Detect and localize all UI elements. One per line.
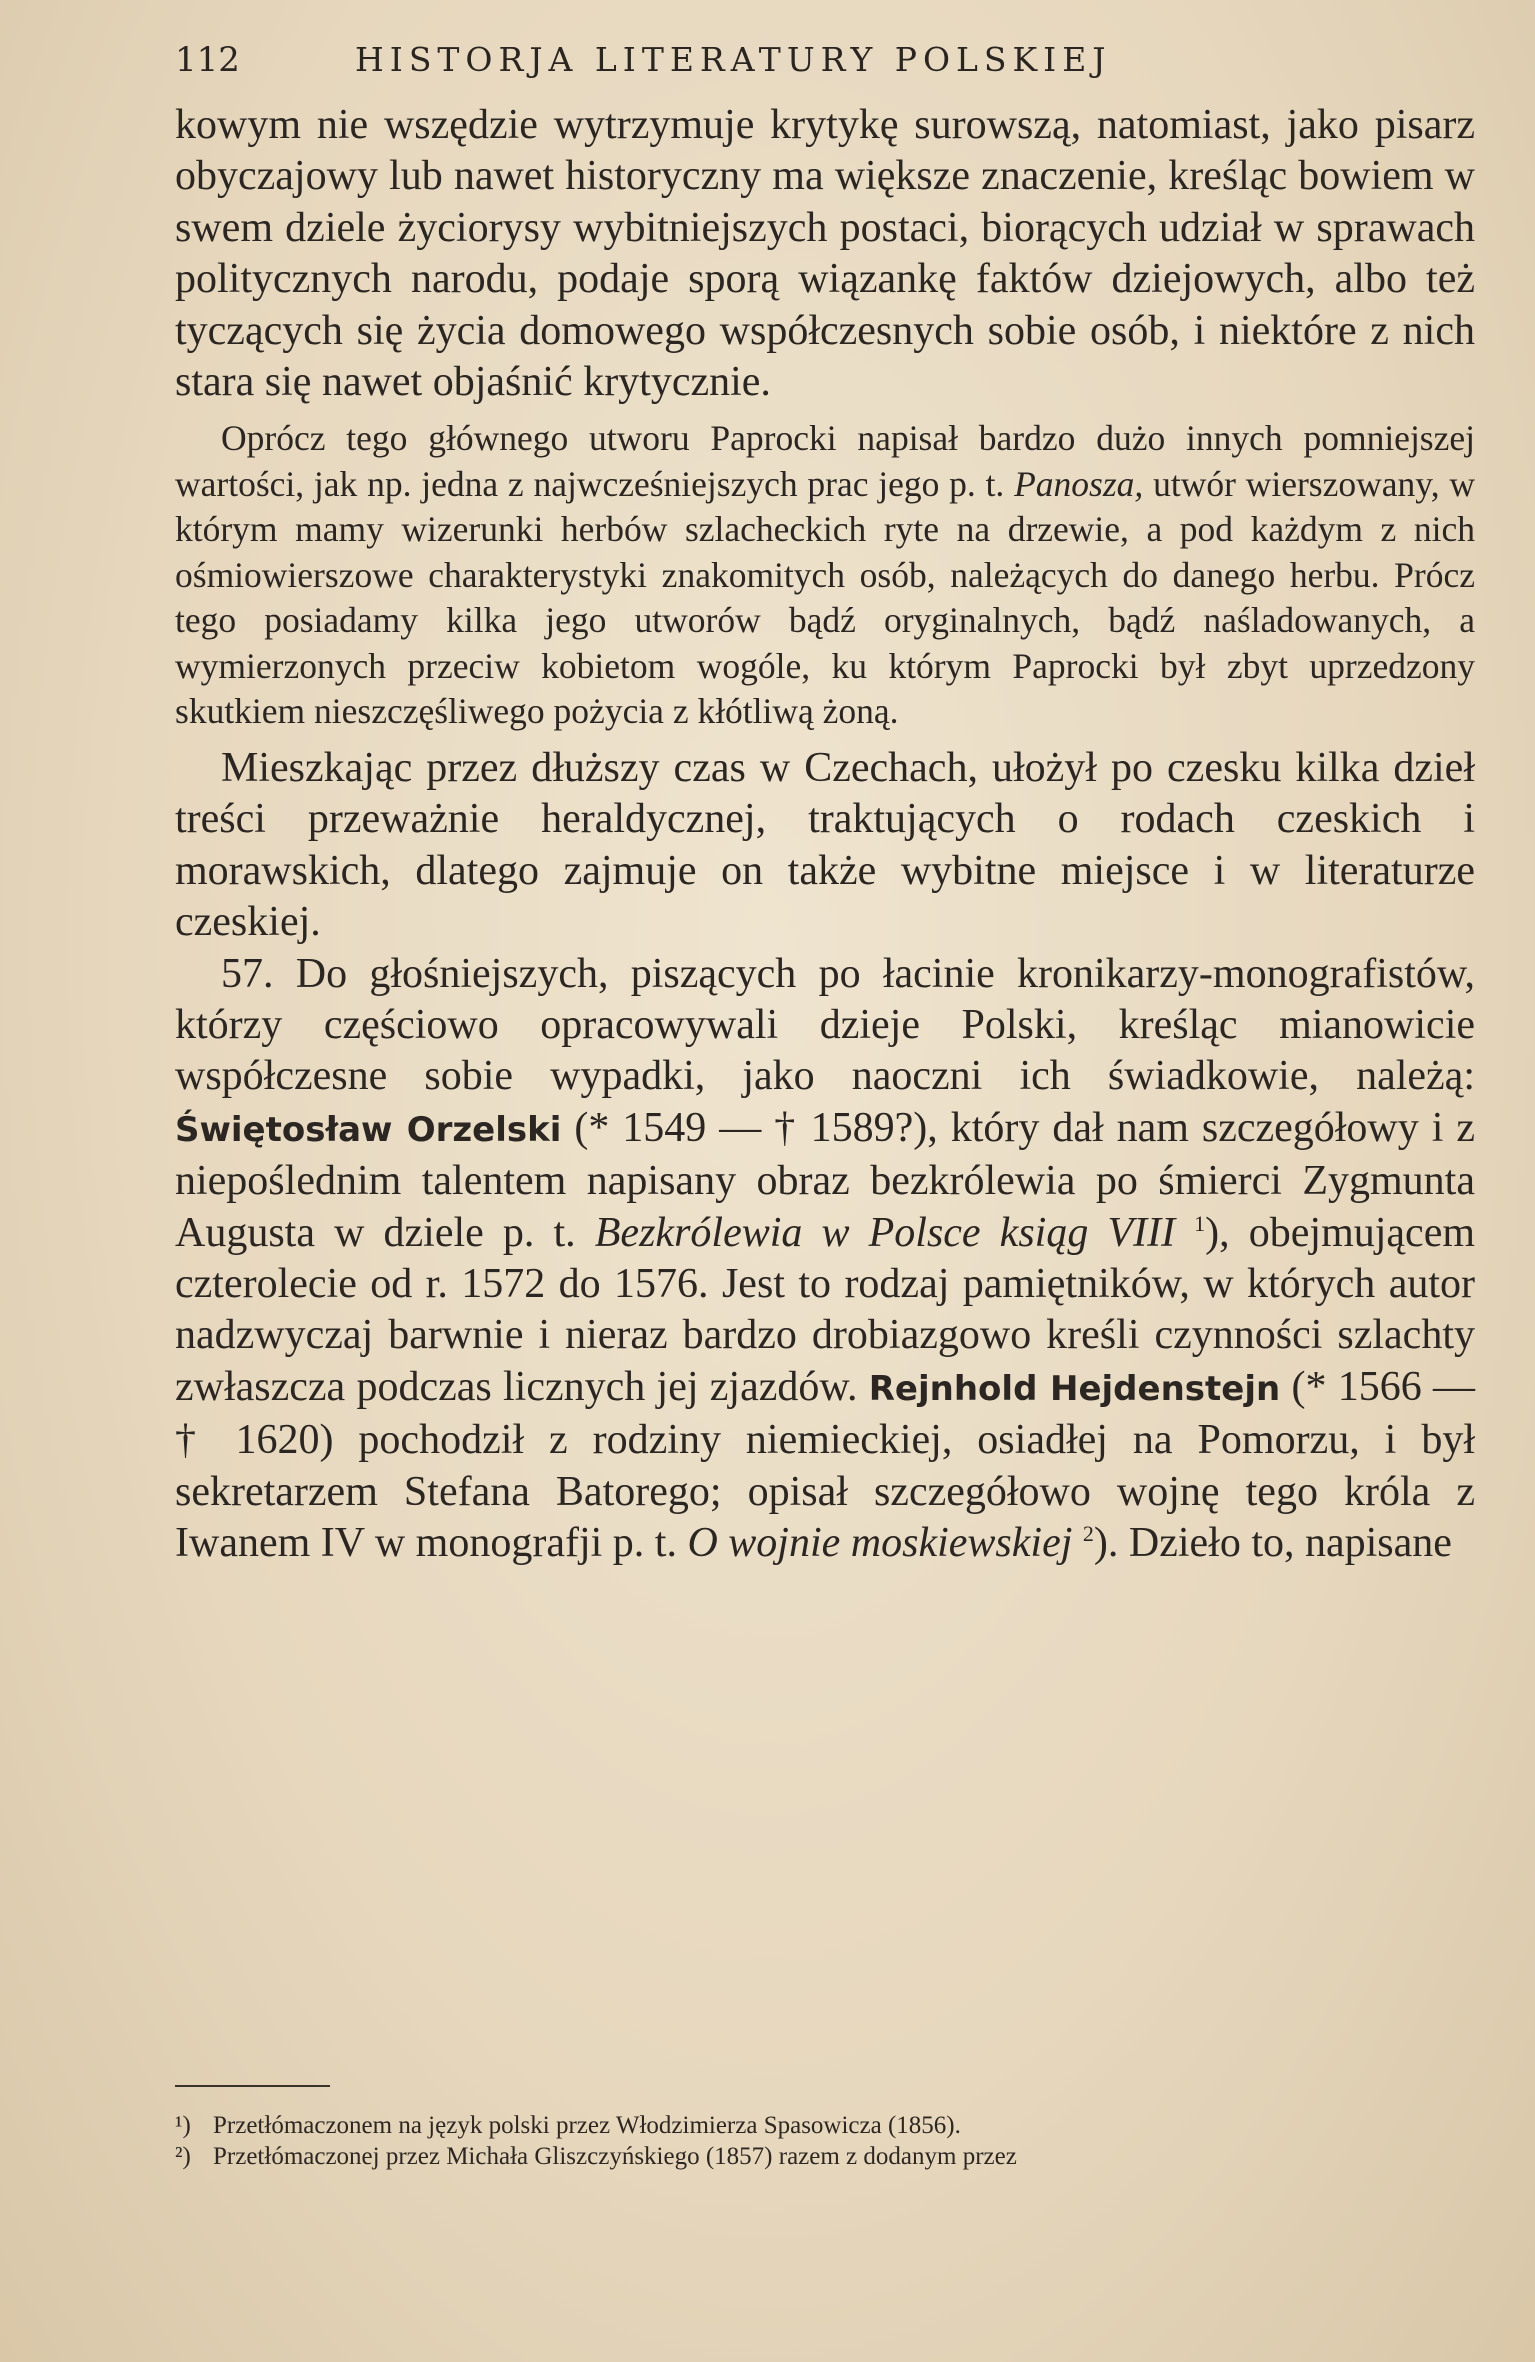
text-run: 57. Do głośniejszych, piszących po łacinie kronikarzy-monografistów, którzy częściowo opracowywali dzieje Polski, kreśląc mianowicie współczesne sobie wypadki, jako naoczni ich świadkowie, należą: bbox=[175, 950, 1475, 1100]
author-name-hejdenstejn: Rejnhold Hejdenstejn bbox=[868, 1368, 1281, 1409]
author-name-orzelski: Świętosław Orzelski bbox=[175, 1109, 562, 1150]
text-run: Oprócz tego głównego utworu Paprocki napisał bardzo dużo innych pomniejszej wartości, jak np. jedna z najwcześniejszych prac jego p. t. bbox=[175, 418, 1475, 504]
paragraph-paprocki-works bbox=[175, 416, 1475, 735]
footnote-mark: ¹) bbox=[175, 2112, 191, 2139]
work-title-panosza: Panosza, bbox=[1014, 463, 1144, 504]
footnote-2 bbox=[175, 2141, 1475, 2172]
paragraph-continuation: kowym nie wszędzie wytrzymuje krytykę surowszą, natomiast, jako pisarz obyczajowy lub nawet historyczny ma większe znaczenie, kreśląc bowiem w swem dziele życiorysy wybitniejszych postaci, biorących udział w sprawach politycznych narodu, podaje sporą wiązankę faktów dziejowych, albo też tyczących się życia domowego współczesnych sobie osób, i niektóre z nich stara się nawet objaśnić krytycznie. bbox=[175, 102, 1475, 406]
footnote-ref-1[interactable]: 1 bbox=[1194, 1210, 1206, 1236]
footnote-text: Przetłómaczonem na język polski przez Włodzimierza Spasowicza (1856). bbox=[213, 2112, 961, 2139]
footnote-mark: ²) bbox=[175, 2143, 191, 2170]
footnote-ref-2[interactable]: 2 bbox=[1082, 1521, 1094, 1547]
footnote-1 bbox=[175, 2110, 1475, 2141]
work-title-bezkrolewia: Bezkrólewia w Polsce ksiąg VIII bbox=[594, 1209, 1176, 1256]
text-run: (* 1549 — † 1589?), który dał nam szczegółowy i z niepoślednim talentem napisany obraz bezkrólewia po śmierci Zygmunta Augusta w dziele p. t. bbox=[175, 1104, 1475, 1256]
body-text bbox=[175, 100, 1475, 1569]
text-run: (* 1566 — † 1620) pochodził z rodziny niemieckiej, osiadłej na Pomorzu, i był sekretarzem Stefana Batorego; opisał szczegółowo wojnę tego króla z Iwanem IV w monografji p. t. bbox=[175, 1363, 1475, 1567]
running-title: HISTORJA LITERATURY POLSKIEJ bbox=[355, 40, 1112, 79]
paragraph-czech-works: Mieszkając przez dłuższy czas w Czechach, ułożył po czesku kilka dzieł treści przeważnie heraldycznej, traktujących o rodach czeskich i morawskich, dlatego zajmuje on także wybitne miejsce i w literaturze czeskiej. bbox=[175, 744, 1475, 946]
footnote-divider bbox=[175, 2085, 330, 2087]
text-run: ). Dzieło to, napisane bbox=[1093, 1520, 1452, 1567]
footnotes bbox=[175, 2110, 1475, 2172]
paragraph-section-57 bbox=[175, 949, 1475, 1570]
footnote-text: Przetłómaczonej przez Michała Gliszczyńskiego (1857) razem z dodanym przez bbox=[213, 2143, 1017, 2170]
book-page bbox=[175, 40, 1475, 1569]
page-header bbox=[175, 40, 1475, 100]
work-title-o-wojnie: O wojnie moskiewskiej bbox=[687, 1520, 1073, 1567]
text-run: utwór wierszowany, w którym mamy wizerunki herbów szlacheckich ryte na drzewie, a pod każdym z nich ośmiowierszowe charakterystyki znakomitych osób, należących do danego herbu. Prócz tego posiadamy kilka jego utworów bądź oryginalnych, bądź naśladowanych, a wymierzonych przeciw kobietom wogóle, ku którym Paprocki był zbyt uprzedzony skutkiem nieszczęśliwego pożycia z kłótliwą żoną. bbox=[175, 463, 1475, 732]
page-number: 112 bbox=[175, 40, 240, 80]
text-run: ), obejmującem czterolecie od r. 1572 do 1576. Jest to rodzaj pamiętników, w których autor nadzwyczaj barwnie i nieraz bardzo drobiazgowo kreśli czynności szlachty zwłaszcza podczas licznych jej zjazdów. bbox=[175, 1209, 1476, 1410]
